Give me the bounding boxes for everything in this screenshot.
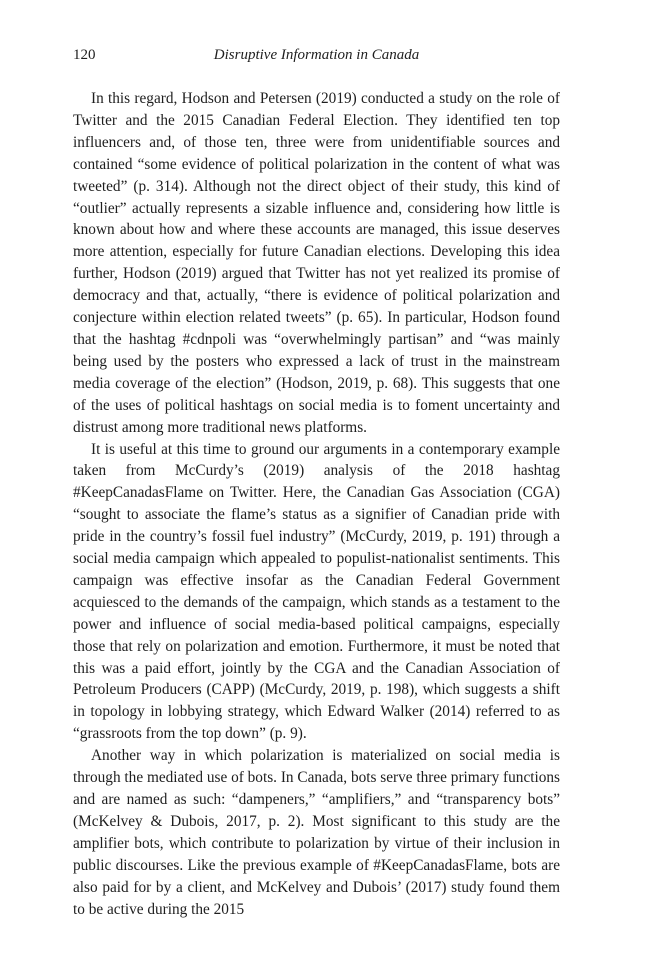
running-title: Disruptive Information in Canada (213, 47, 420, 63)
body-text (73, 88, 560, 920)
paragraph-bots: Another way in which polarization is materialized on social media is through the mediated use of bots. In Canada, bots serve three primary functions and are named as such: “dampeners,” “amplifiers,” and “transparency bots” (McKelvey & Dubois, 2017, p. 2). Most significant to this study are the amplifier bots, which contribute to polarization by virtue of their inclusion in public discourses. Like the previous example of #KeepCanadasFlame, bots are also paid for by a client, and McKelvey and Dubois’ (2017) study found them to be active during the 2015 (73, 747, 560, 918)
running-head (73, 44, 560, 66)
page-number: 120 (73, 47, 96, 63)
paragraph-keep-canadas-flame: It is useful at this time to ground our arguments in a contemporary example taken from McCurdy’s (2019) analysis of the 2018 hashtag #KeepCanadasFlame on Twitter. Here, the Canadian Gas Association (CGA) “sought to associate the flame’s status as a signifier of Canadian pride with pride in the country’s fossil fuel industry” (McCurdy, 2019, p. 191) through a social media campaign which appealed to populist-nationalist sentiments. This campaign was effective insofar as the Canadian Federal Government acquiesced to the demands of the campaign, which stands as a testament to the power and influence of social media-based political campaigns, especially those that rely on polarization and emotion. Furthermore, it must be noted that this was a paid effort, jointly by the CGA and the Canadian Association of Petroleum Producers (CAPP) (McCurdy, 2019, p. 198), which suggests a shift in topology in lobbying strategy, which Edward Walker (2014) referred to as “grassroots from the top down” (p. 9). (73, 440, 560, 743)
paragraph-hodson-petersen: In this regard, Hodson and Petersen (2019) conducted a study on the role of Twitter and the 2015 Canadian Federal Election. They identified ten top influencers and, of those ten, three were from unidentifiable sources and contained “some evidence of political polarization in the content of what was tweeted” (p. 314). Although not the direct object of their study, this kind of “outlier” actually represents a sizable influence and, considering how little is known about how and where these accounts are managed, this issue deserves more attention, especially for future Canadian elections. Developing this idea further, Hodson (2019) argued that Twitter has not yet realized its promise of democracy and that, actually, “there is evidence of political polarization and conjecture within election related tweets” (p. 65). In particular, Hodson found that the hashtag #cdnpoli was “overwhelmingly partisan” and “was mainly being used by the posters who expressed a lack of trust in the mainstream media coverage of the election” (Hodson, 2019, p. 68). This suggests that one of the uses of political hashtags on social media is to foment uncertainty and distrust among more traditional news platforms. (73, 90, 560, 436)
